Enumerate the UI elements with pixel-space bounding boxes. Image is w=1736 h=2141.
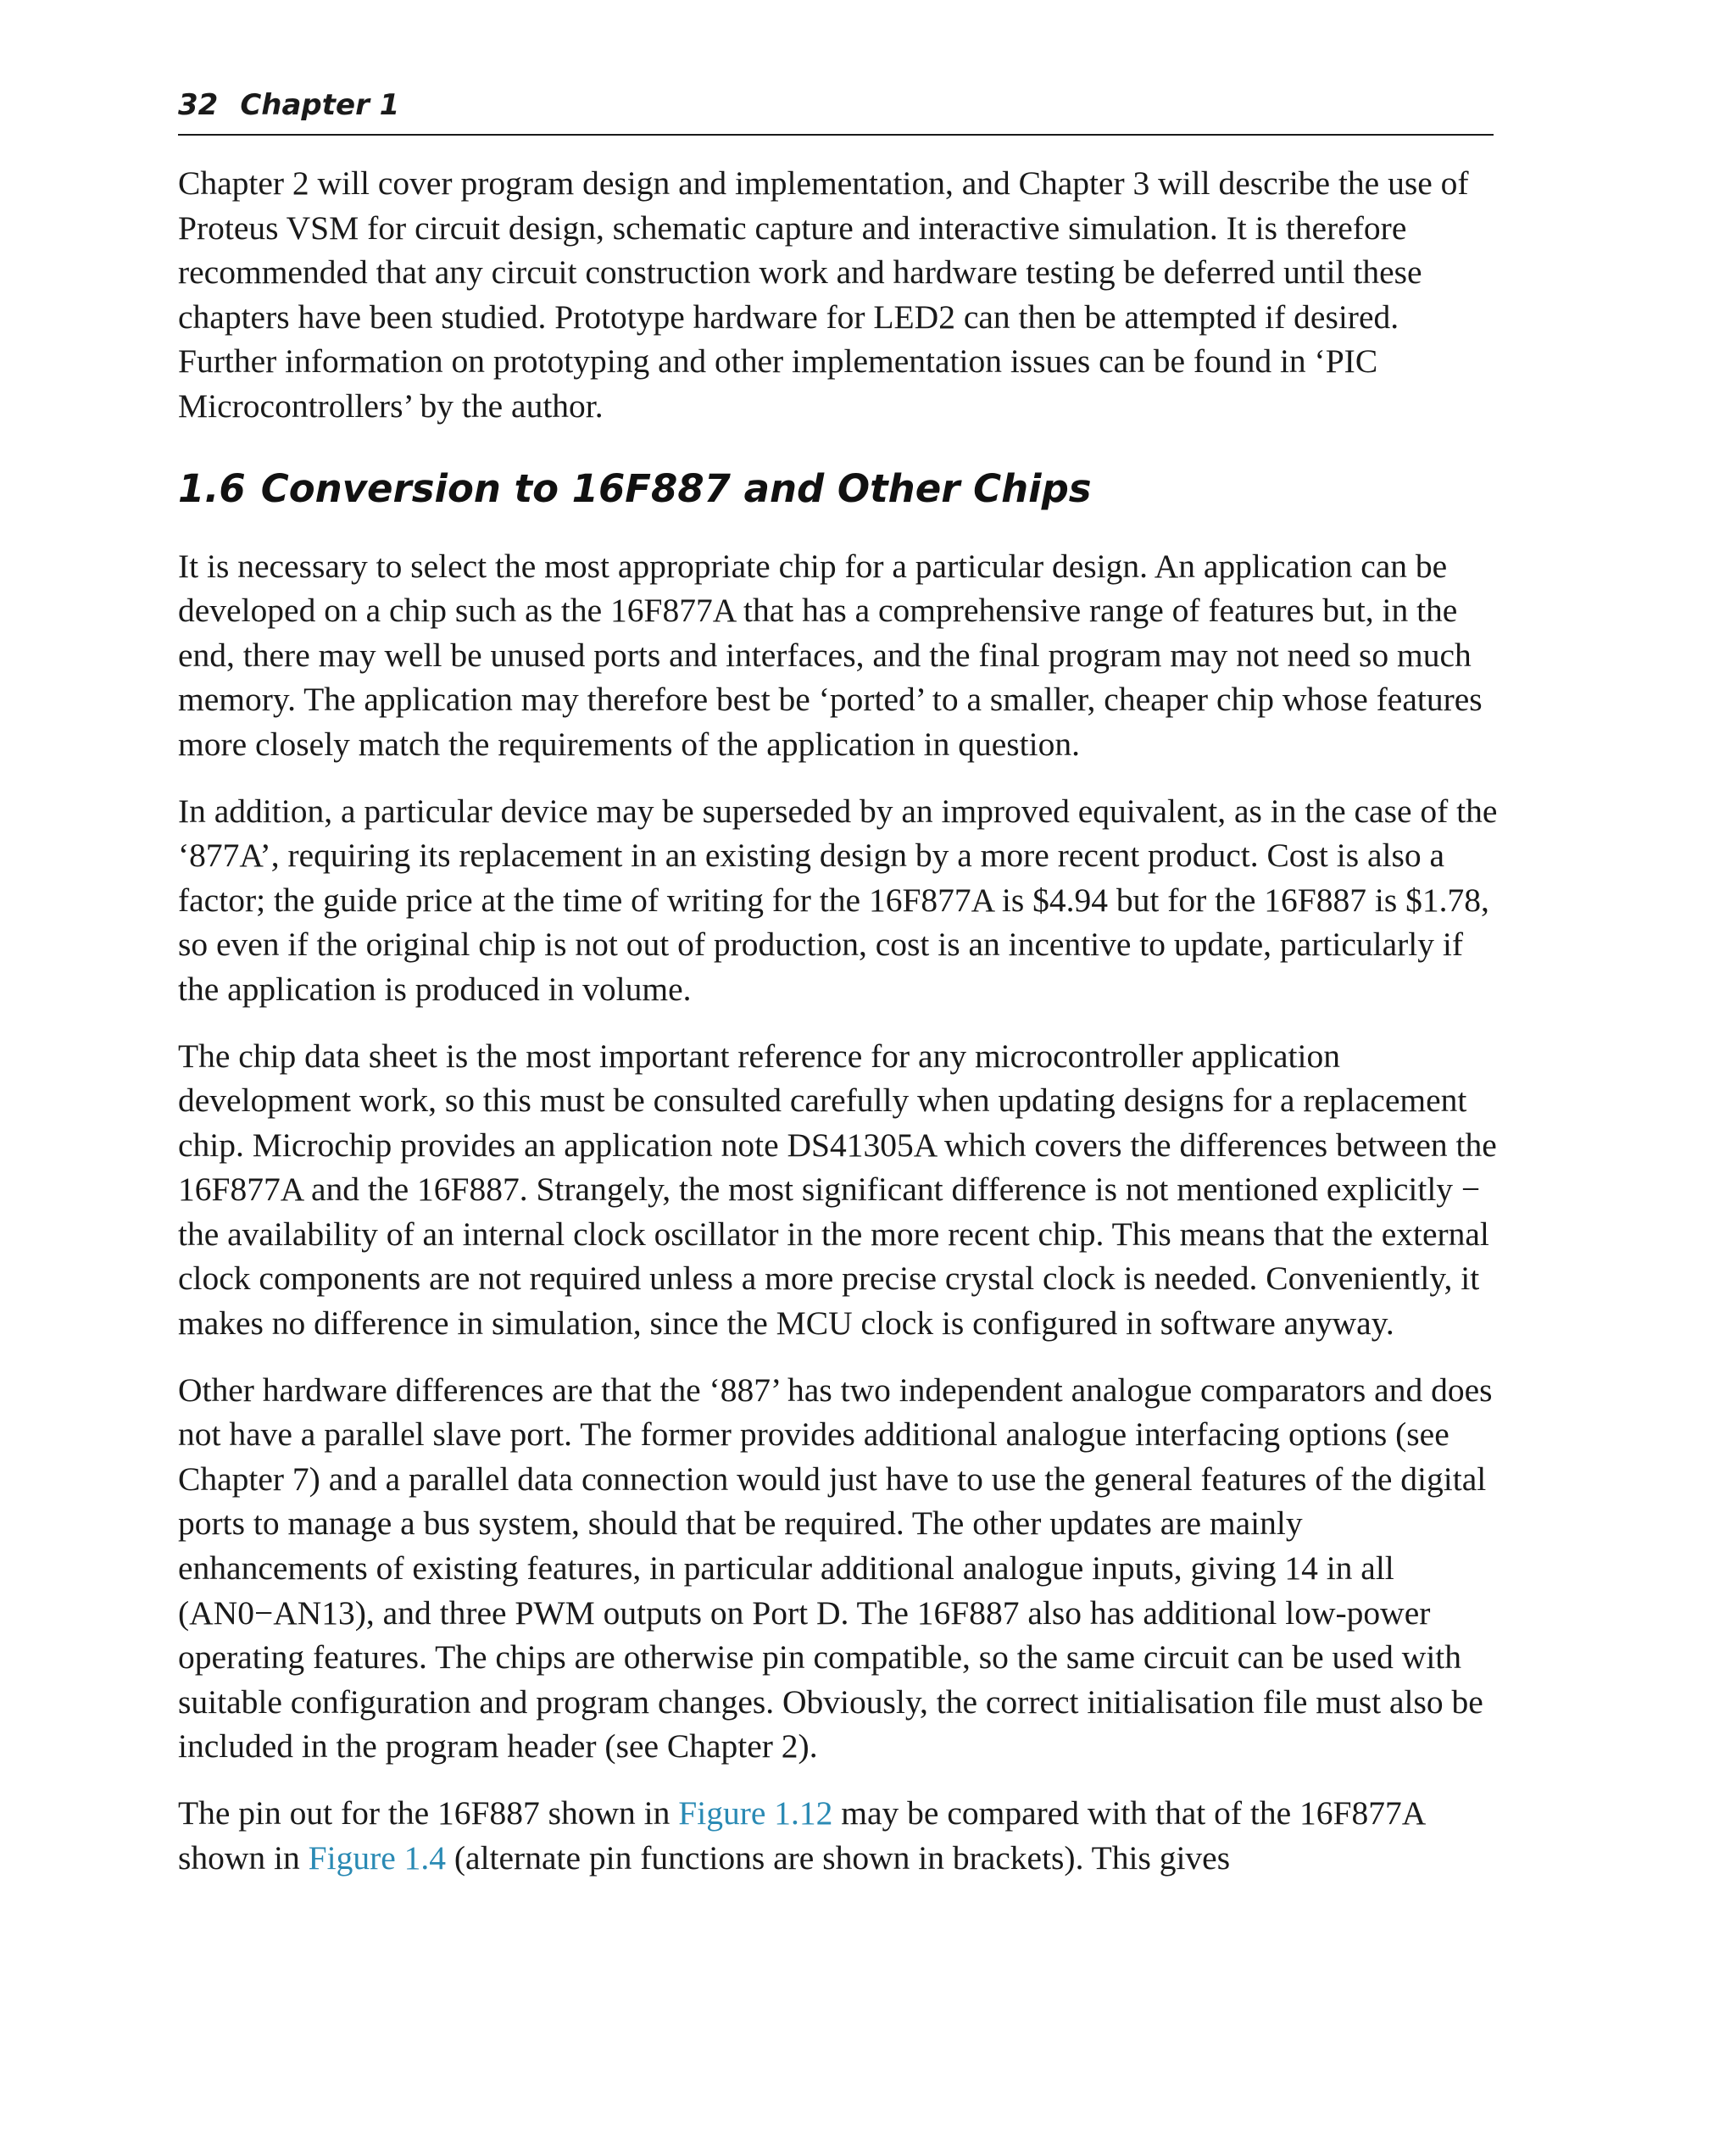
paragraph-pin-out	[178, 1791, 1500, 1880]
chapter-label: Chapter 1	[240, 88, 400, 122]
figure-1-4-link[interactable]: Figure 1.4	[308, 1838, 447, 1877]
running-head	[178, 81, 1494, 136]
paragraph-hardware-differences: Other hardware differences are that the ‘887’ has two independent analogue comparators and does not have a parallel slave port. The former provides additional analogue interfacing options (see Chapter 7) and a parallel data connection would just have to use the general features of the digital ports to manage a bus system, should that be required. The other updates are mainly enhancements of existing features, in particular additional analogue inputs, giving 14 in all (AN0−AN13), and three PWM outputs on Port D. The 16F887 also has additional low-power operating features. The chips are otherwise pin compatible, so the same circuit can be used with suitable configuration and program changes. Obviously, the correct initialisation file must also be included in the program header (see Chapter 2).	[178, 1371, 1493, 1766]
paragraph-data-sheet: The chip data sheet is the most important reference for any microcontroller application development work, so this must be consulted carefully when updating designs for a replacement chip. Microchip provides an application note DS41305A which covers the differences between the 16F877A and the 16F887. Strangely, the most significant difference is not mentioned explicitly − the availability of an internal clock oscillator in the more recent chip. This means that the external clock components are not required unless a more precise crystal clock is needed. Conveniently, it makes no difference in simulation, since the MCU clock is configured in software anyway.	[178, 1037, 1497, 1343]
section-number: 1.6	[178, 465, 246, 511]
page-number: 32	[178, 88, 219, 122]
paragraph-chip-selection: It is necessary to select the most appropriate chip for a particular design. An application can be developed on a chip such as the 16F877A that has a comprehensive range of features but, in the end, there may well be unused ports and interfaces, and the final program may not need so much memory. The application may therefore best be ‘ported’ to a smaller, cheaper chip whose features more closely match the requirements of the application in question.	[178, 547, 1483, 763]
pin-out-text-3: (alternate pin functions are shown in brackets). This gives	[446, 1838, 1231, 1877]
section-heading	[178, 463, 1500, 515]
section-title: Conversion to 16F887 and Other Chips	[260, 465, 1092, 511]
figure-1-12-link[interactable]: Figure 1.12	[678, 1794, 833, 1832]
intro-paragraph: Chapter 2 will cover program design and implementation, and Chapter 3 will describe the use of Proteus VSM for circuit design, schematic capture and interactive simulation. It is therefore recommended that any circuit construction work and hardware testing be deferred until these chapters have been studied. Prototype hardware for LED2 can then be attempted if desired. Further information on prototyping and other implementation issues can be found in ‘PIC Microcontrollers’ by the author.	[178, 164, 1469, 425]
page-body	[178, 161, 1500, 1902]
pin-out-text-1: The pin out for the 16F887 shown in	[178, 1794, 679, 1832]
paragraph-cost: In addition, a particular device may be superseded by an improved equivalent, as in the case of the ‘877A’, requiring its replacement in an existing design by a more recent product. Cost is also a factor; the guide price at the time of writing for the 16F877A is $4.94 but for the 16F887 is $1.78, so even if the original chip is not out of production, cost is an incentive to update, particularly if the application is produced in volume.	[178, 792, 1498, 1008]
pin-out-text-2: may be compared with that of the 16F877A shown in	[178, 1794, 1425, 1877]
